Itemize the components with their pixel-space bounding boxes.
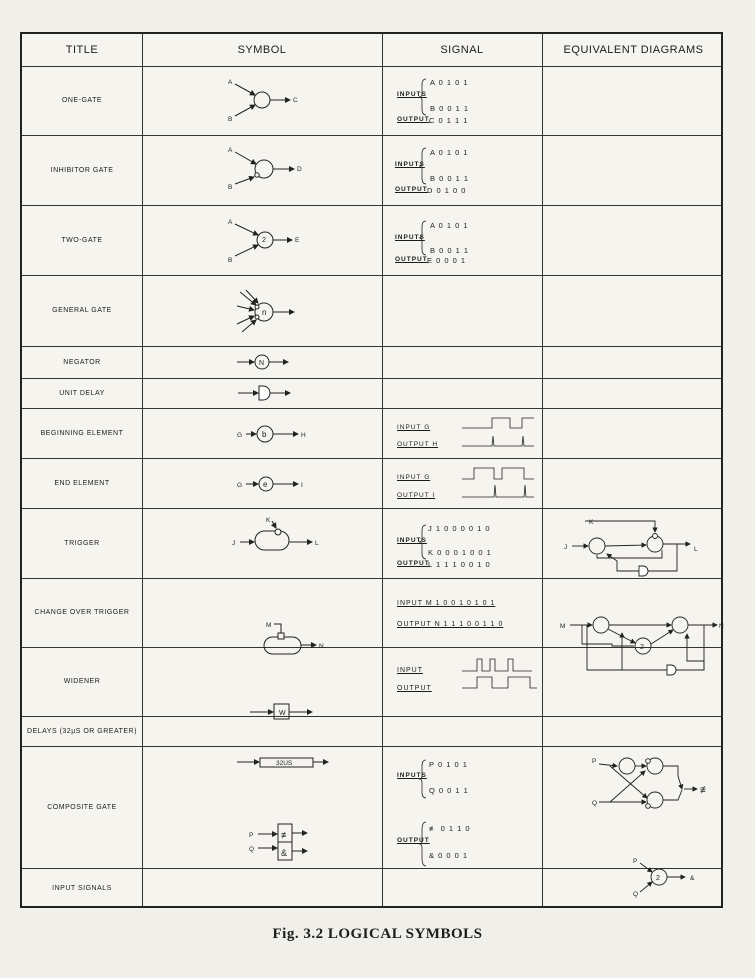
row-title-unit-delay: UNIT DELAY [59,389,105,397]
unit-delay-symbol [238,386,290,400]
row-title-trigger: TRIGGER [64,539,100,547]
end-input-g: G [237,482,243,489]
end-label: e [263,480,268,489]
row-title-general-gate: GENERAL GATE [52,307,112,314]
composite-signal-q: Q 0 0 1 1 [429,786,469,795]
eq-changeover-n: N [719,623,724,630]
one-gate-signal-b: B 0 0 1 1 [430,104,470,113]
header-symbol: SYMBOL [237,44,287,56]
eq-composite-p2: P [633,858,638,865]
row-title-negator: NEGATOR [63,358,101,366]
row-title-beginning-element: BEGINNING ELEMENT [40,429,124,437]
changeover-output-n: N [319,643,324,650]
eq-composite-result: ≢ [700,785,710,796]
brace [419,760,426,798]
trigger-equivalent-diagram [572,521,690,576]
eq-trigger-l: L [694,546,698,553]
widener-output-label: OUTPUT [397,685,432,692]
brace [419,525,426,559]
trigger-signal-k: K 0 0 0 1 0 0 1 [428,548,492,557]
row-title-widener: WIDENER [63,678,101,685]
changeover-output-signal: OUTPUT N 1 1 1 0 0 1 1 0 [397,621,504,628]
row-title-input-signals: INPUT SIGNALS [52,884,112,892]
eq-trigger-k: K [589,519,594,526]
row-title-two-gate: TWO-GATE [61,236,103,244]
row-title-change-over-trigger: CHANGE OVER TRIGGER [34,609,130,616]
row-title-delays: DELAYS (32µS OR GREATER) [27,727,137,735]
trigger-input-k: K [266,517,271,524]
general-gate-threshold: n [262,308,267,317]
brace [419,221,426,255]
one-gate-signal-out: C 0 1 1 1 [429,116,469,125]
eq-composite-two: 2 [656,875,660,882]
eq-composite-q2: Q [633,891,639,898]
beginning-output-wave [462,436,534,446]
trigger-input-j: J [232,540,236,547]
beginning-input-g: G [237,432,243,439]
two-gate-threshold: 2 [262,237,266,244]
symbols-drawing [142,66,382,908]
header-signal: SIGNAL [440,44,484,56]
end-output-wave [462,485,534,497]
inhibitor-signal-out: D 0 1 0 0 [427,186,467,195]
end-input-label: INPUT G [397,474,431,481]
one-gate-output-label: OUTPUT [397,116,430,123]
composite-signal-p: P 0 1 0 1 [429,760,468,769]
two-gate-signal-b: B 0 0 1 1 [430,246,470,255]
trigger-output-label: OUTPUT [397,560,430,567]
eq-composite-q: Q [592,800,598,807]
inhibitor-output-label: OUTPUT [395,186,428,193]
trigger-inputs-label: INPUTS [397,537,427,544]
two-gate-output-label: OUTPUT [395,256,428,263]
composite-bottom-label: & [281,848,288,858]
figure-caption: Fig. 3.2 LOGICAL SYMBOLS [272,926,483,942]
one-gate-output-c: C [293,97,298,104]
change-over-trigger-symbol [264,624,316,654]
trigger-symbol [240,521,312,550]
end-output-label: OUTPUT I [397,492,436,499]
brace [419,148,426,184]
signal-waveforms [382,66,542,908]
beginning-input-wave [462,418,534,428]
end-element-symbol [246,477,298,491]
composite-top-label: ≢ [281,830,290,840]
beginning-input-label: INPUT G [397,424,431,431]
trigger-signal-out: L 1 1 1 0 0 1 0 [428,560,491,569]
trigger-signal-j: J 1 0 0 0 0 1 0 [428,524,491,533]
composite-input-q: Q [249,846,255,853]
one-gate-inputs-label: INPUTS [397,91,427,98]
equivalent-diagrams-drawing [542,66,725,908]
eq-composite-and: & [690,875,695,882]
composite-signal-o2: & 0 0 0 1 [429,851,469,860]
one-gate-input-b: B [228,116,233,123]
header-equivalent-diagrams: EQUIVALENT DIAGRAMS [563,44,704,56]
logical-symbols-table [20,32,723,908]
inhibitor-input-b: B [228,184,233,191]
negator-label: N [259,360,265,367]
two-gate-output-e: E [295,237,300,244]
two-gate-input-a: A [228,219,233,226]
beginning-output-h: H [301,432,306,439]
row-title-end-element: END ELEMENT [54,479,110,487]
eq-composite-p: P [592,758,597,765]
brace [419,822,426,866]
composite-input-p: P [249,832,254,839]
eq-changeover-m: M [560,623,566,630]
changeover-input-signal: INPUT M 1 0 0 1 0 1 0 1 [397,600,496,607]
changeover-input-m: M [266,622,272,629]
widener-input-label: INPUT [397,667,423,674]
inhibitor-signal-b: B 0 0 1 1 [430,174,470,183]
brace [419,79,426,115]
widener-input-wave [462,659,532,671]
two-gate-signal-out: E 0 0 0 1 [427,256,467,265]
trigger-output-l: L [315,540,319,547]
one-gate-input-a: A [228,79,233,86]
header-title: TITLE [65,44,99,56]
row-title-inhibitor-gate: INHIBITOR GATE [50,166,114,174]
end-output-i: I [301,482,303,489]
delay-label: 32US [276,760,293,767]
beginning-label: b [262,430,267,439]
inhibitor-signal-a: A 0 1 0 1 [430,148,469,157]
eq-changeover-two: 2 [640,644,644,651]
row-title-one-gate: ONE-GATE [61,97,103,104]
composite-equivalent-diagram [599,758,697,892]
widener-label: W [279,710,286,717]
one-gate-signal-a: A 0 1 0 1 [430,78,469,87]
row-title-composite-gate: COMPOSITE GATE [47,803,117,811]
inhibitor-output-d: D [297,166,302,173]
one-gate-symbol [235,84,290,116]
composite-signal-o1: ≢ 0 1 1 0 [429,824,471,833]
two-gate-input-b: B [228,257,233,264]
composite-output-label: OUTPUT [397,837,430,844]
composite-inputs-label: INPUTS [397,772,427,779]
widener-output-wave [462,677,537,688]
inhibitor-input-a: A [228,147,233,154]
beginning-element-symbol [246,426,298,442]
two-gate-signal-a: A 0 1 0 1 [430,221,469,230]
eq-trigger-j: J [564,544,568,551]
two-gate-inputs-label: INPUTS [395,234,425,241]
beginning-output-label: OUTPUT H [397,441,439,448]
inhibitor-inputs-label: INPUTS [395,161,425,168]
inhibitor-gate-symbol [235,152,294,184]
end-input-wave [462,468,534,479]
